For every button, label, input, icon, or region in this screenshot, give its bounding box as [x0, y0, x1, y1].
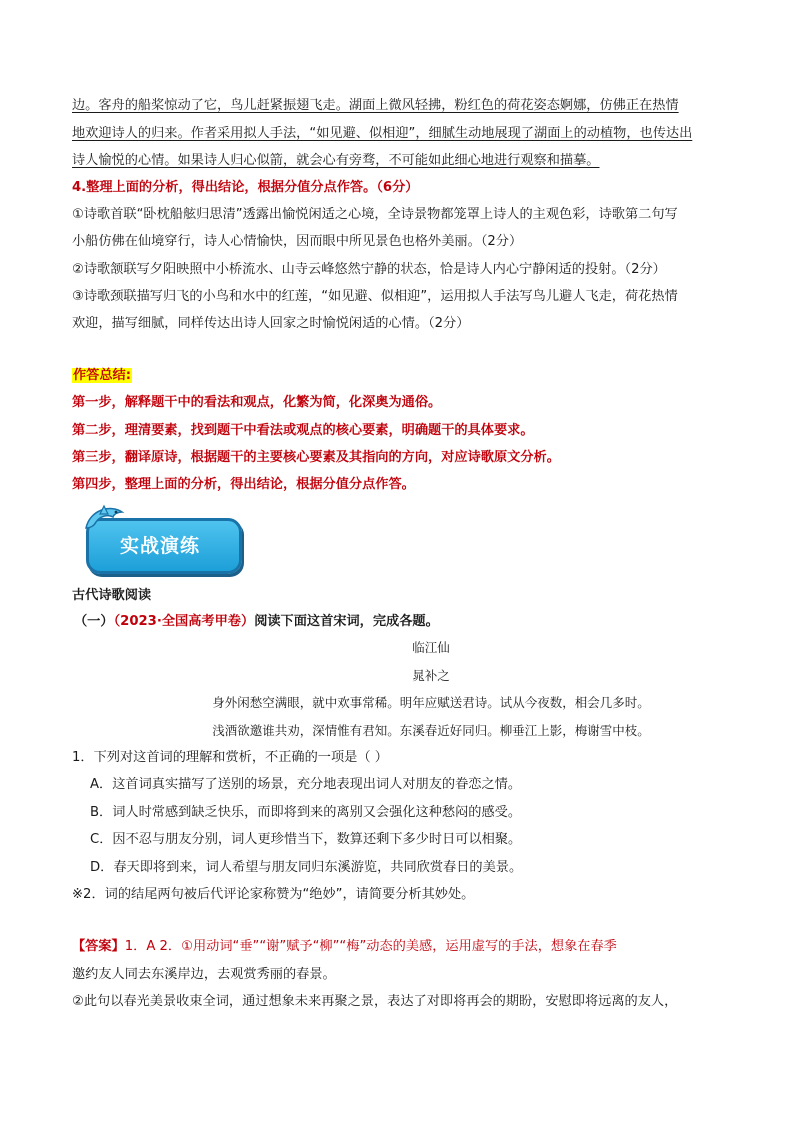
question-1: 1．下列对这首词的理解和赏析，不正确的一项是（ ）	[72, 750, 388, 765]
intro-line-1: 边。客舟的船桨惊动了它，鸟儿赶紧振翅飞走。湖面上微风轻拂，粉红色的荷花姿态婀娜，仿佛正在热情	[72, 98, 679, 113]
step4-item-2: ②诗歌颔联写夕阳映照中小桥流水、山寺云峰悠然宁静的状态，恰是诗人内心宁静闲适的投射。（2分）	[72, 262, 666, 277]
badge-label: 实战演练	[120, 535, 201, 557]
summary-step-2: 第二步，理清要素，找到题干中看法或观点的核心要素，明确题干的具体要求。	[72, 423, 534, 438]
summary-title-wrap	[72, 366, 132, 386]
intro-line-2: 地欢迎诗人的归来。作者采用拟人手法，“如见避、似相迎”，细腻生动地展现了湖面上的动植物，也传达出	[72, 126, 693, 141]
step4-item-1a: ①诗歌首联“卧枕船舷归思清”透露出愉悦闲适之心境，全诗景物都笼罩上诗人的主观色彩，诗歌第二句写	[72, 207, 678, 222]
poem-author: 晁补之	[412, 668, 450, 683]
step4-item-1b: 小船仿佛在仙境穿行，诗人心情愉快，因而眼中所见景色也格外美丽。（2分）	[72, 234, 523, 249]
poem-line-1: 身外闲愁空满眼，就中欢事常稀。明年应赋送君诗。试从今夜数，相会几多时。	[212, 695, 650, 710]
summary-step-4: 第四步，整理上面的分析，得出结论，根据分值分点作答。	[72, 477, 415, 492]
option-b: B．词人时常感到缺乏快乐，而即将到来的离别又会强化这种愁闷的感受。	[90, 805, 522, 820]
practice-badge	[80, 500, 250, 578]
poem-line-2: 浅酒欲邀谁共劝，深情惟有君知。东溪春近好同归。柳垂江上影，梅谢雪中枝。	[212, 723, 650, 738]
summary-title: 作答总结:	[73, 368, 132, 383]
summary-step-3: 第三步，翻译原诗，根据题干的主要核心要素及其指向的方向，对应诗歌原文分析。	[72, 450, 560, 465]
step4-item-3b: 欢迎，描写细腻，同样传达出诗人回家之时愉悦闲适的心情。（2分）	[72, 316, 470, 331]
question-text: 阅读下面这首宋词，完成各题。	[254, 614, 439, 629]
answer-line-1	[72, 937, 617, 957]
intro-line-3: 诗人愉悦的心情。如果诗人归心似箭，就会心有旁骛，不可能如此细心地进行观察和描摹。	[72, 153, 600, 168]
summary-step-1: 第一步，解释题干中的看法和观点，化繁为简，化深奥为通俗。	[72, 395, 442, 410]
question-source: （2023·全国高考甲卷）	[113, 614, 255, 629]
option-a: A．这首词真实描写了送别的场景，充分地表现出词人对朋友的眷恋之情。	[90, 777, 522, 792]
section-title: 古代诗歌阅读	[72, 588, 152, 603]
step4-item-3a: ③诗歌颈联描写归飞的小鸟和水中的红莲，“如见避、似相迎”，运用拟人手法写鸟儿避人飞走，荷花热情	[72, 289, 678, 304]
answer-line-1-text: 1．A 2．①用动词“垂”“谢”赋予“柳”“梅”动态的美感，运用虚写的手法，想象在春季	[124, 939, 617, 954]
option-c: C．因不忍与朋友分别，词人更珍惜当下，数算还剩下多少时日可以相聚。	[90, 832, 522, 847]
poem-title: 临江仙	[412, 640, 450, 655]
option-d: D．春天即将到来，词人希望与朋友同归东溪游览，共同欣赏春日的美景。	[90, 860, 523, 875]
question-prefix: （一）	[74, 614, 114, 629]
question-intro	[74, 612, 439, 632]
answer-line-2: 邀约友人同去东溪岸边，去观赏秀丽的春景。	[72, 967, 336, 982]
answer-line-3: ②此句以春光美景收束全词，通过想象未来再聚之景，表达了对即将再会的期盼，安慰即将远离的友人，	[72, 994, 678, 1009]
step4-heading: 4.整理上面的分析，得出结论，根据分值分点作答。（6分）	[72, 180, 419, 195]
question-2: ※2．词的结尾两句被后代评论家称赞为“绝妙”，请简要分析其妙处。	[72, 887, 475, 902]
answer-label: 【答案】	[72, 939, 125, 954]
